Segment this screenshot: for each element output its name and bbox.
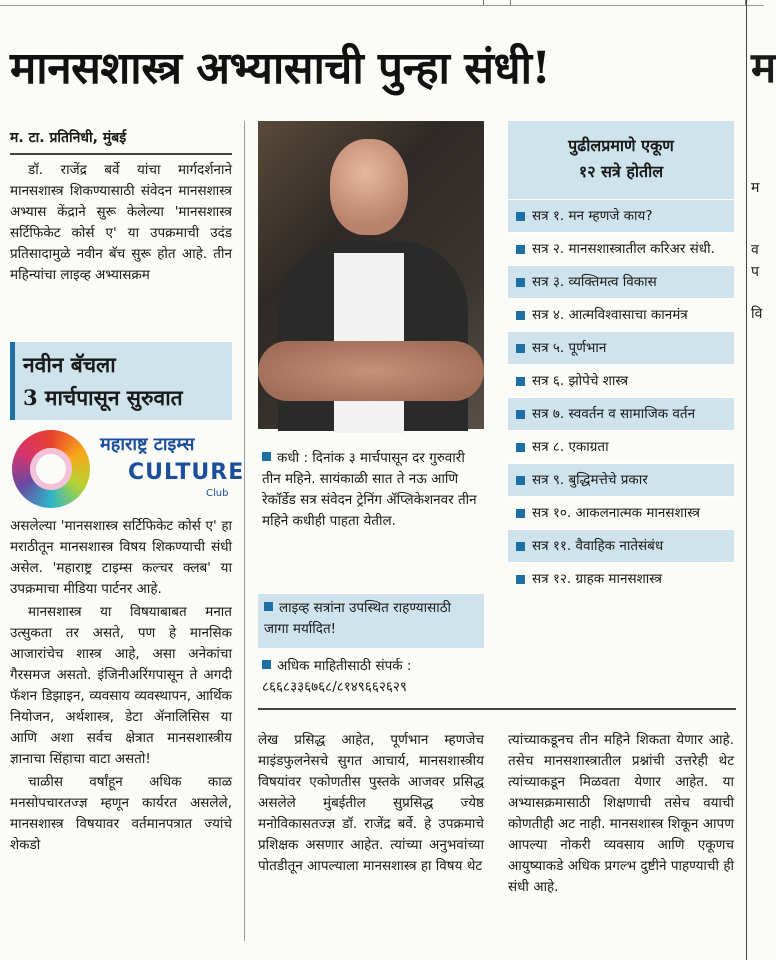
session-item: सत्र ६. झोपेचे शास्त्र <box>508 364 734 397</box>
info-limited: लाइव्ह सत्रांना उपस्थित राहण्यासाठी जागा मर्यादित! <box>258 594 484 648</box>
bullet-icon <box>516 542 525 551</box>
paragraph-trainer-start: चाळीस वर्षांहून अधिक काळ मनसोपचारतज्ज्ञ म्हणून कार्यरत असलेले, मानसशास्त्र विषयावर वर्तमानपत्रात ज्यांचे शेकडो <box>10 774 232 853</box>
bullet-icon <box>516 344 525 353</box>
session-item: सत्र १. मन म्हणजे काय? <box>508 199 734 232</box>
session-item: सत्र ९. बुद्धिमत्तेचे प्रकार <box>508 463 734 496</box>
bullet-icon <box>516 212 525 221</box>
column-divider-1 <box>244 121 245 941</box>
info-contact: अधिक माहितीसाठी संपर्क : ८६६८३३६७६८/८१४९६६२६२९ <box>262 658 412 695</box>
portrait-photo <box>258 121 484 429</box>
session-item: सत्र ११. वैवाहिक नातेसंबंध <box>508 529 734 562</box>
paragraph-course: असलेल्या 'मानसशास्त्र सर्टिफिकेट कोर्स ए' हा मराठीतून मानसशास्त्र विषय शिकण्याची संधी असेल. 'महाराष्ट्र टाइम्स कल्चर क्लब' या उपक्रमाचा मीडिया पार्टनर आहे. <box>10 518 232 597</box>
session-item: सत्र ४. आत्मविश्वासाचा कानमंत्र <box>508 298 734 331</box>
column-1-bottom <box>10 516 232 858</box>
headline: मानसशास्त्र अभ्यासाची पुन्हा संधी! <box>10 43 551 94</box>
adjacent-article-edge: म म व प वि <box>746 0 764 960</box>
mt-culture-club-logo: महाराष्ट्र टाइम्स CULTURE Club <box>10 426 232 512</box>
session-item: सत्र ३. व्यक्तिमत्व विकास <box>508 265 734 298</box>
session-item: सत्र ७. स्ववर्तन व सामाजिक वर्तन <box>508 397 734 430</box>
sessions-box <box>508 121 734 709</box>
bullet-icon <box>262 452 271 461</box>
bullet-icon <box>264 602 273 611</box>
bullet-icon <box>516 575 525 584</box>
column-3-text: त्यांच्याकडूनच तीन महिने शिकता येणार आहे. तसेच मानसशास्त्रातील प्रश्नांची उत्तरेही थेट त्यांच्याकडून मिळवता येणार आहेत. या अभ्यासक्रमासाठी शिक्षणाची तसेच वयाची कोणतीही अट नाही. मानसशास्त्र शिकून आपण आपल्या नोकरी व्यवसाय आणि एकूणच आयुष्याकडे अधिक प्रगल्भ दुष्टीने पाहण्याची ही संधी आहे. <box>508 732 734 895</box>
session-item: सत्र १०. आकलनात्मक मानसशास्त्र <box>508 496 734 529</box>
column-2-text: लेख प्रसिद्ध आहेत, पूर्णभान म्हणजेच माइंडफुलनेसचे सुगत आचार्य, मानसशास्त्रीय विषयांवर एकोणतीस पुस्तके आजवर प्रसिद्ध असलेले मुंबईतील सुप्रसिद्ध ज्येष्ठ मनोविकासतज्ज्ञ डॉ. राजेंद्र बर्वे. हे उपक्रमाचे प्रशिक्षक असणार आहेत. त्यांच्या अनुभवांच्या पोतडीतून आपल्याला मानसशास्त्र हा विषय थेट <box>258 732 484 874</box>
bullet-icon <box>516 245 525 254</box>
bullet-icon <box>516 509 525 518</box>
new-batch-line1: नवीन बॅचला <box>23 352 116 377</box>
new-batch-box <box>10 342 232 420</box>
session-item: सत्र २. मानसशास्त्रातील करिअर संधी. <box>508 232 734 265</box>
byline: म. टा. प्रतिनिधी, मुंबई <box>10 130 127 146</box>
new-batch-line2: 3 मार्चपासून सुरुवात <box>23 385 183 410</box>
bullet-icon <box>516 410 525 419</box>
bullet-icon <box>262 660 271 669</box>
paragraph-misconception: मानसशास्त्र या विषयाबाबत मनात उत्सुकता तर असते, पण हे मानसिक आजारांचेच शास्त्र आहे, असा अनेकांचा गैरसमज असतो. इंजिनीअरिंगपासून ते अगदी फॅशन डिझाइन, व्यवसाय व्यवस्थापन, आर्थिक नियोजन, अर्थशास्त्र, डेटा ॲनालिसिस या आणि अशा सर्वच क्षेत्रात मानसशास्त्रीय ज्ञानाचा सिंहाचा वाटा असतो! <box>10 604 232 767</box>
sessions-title: पुढीलप्रमाणे एकूण १२ सत्रे होतील <box>508 121 734 199</box>
bullet-icon <box>516 476 525 485</box>
byline-rule <box>10 153 232 155</box>
contact-numbers: ८६६८३३६७६८/८१४९६६२६२९ <box>262 679 407 695</box>
rose-logo-icon <box>12 430 90 508</box>
info-when: कधी : दिनांक ३ मार्चपासून दर गुरुवारी तीन महिने. सायंकाळी सात ते नऊ आणि रेकॉर्डेड सत्र संवेदन ट्रेनिंग ॲप्लिकेशनवर तीन महिने कधीही पाहता येतील. <box>262 450 477 529</box>
bullet-icon <box>516 311 525 320</box>
bullet-icon <box>516 377 525 386</box>
session-item: सत्र ५. पूर्णभान <box>508 331 734 364</box>
session-item: सत्र ८. एकाग्रता <box>508 430 734 463</box>
paragraph-intro: डॉ. राजेंद्र बर्वे यांचा मार्गदर्शनाने मानसशास्त्र शिकण्यासाठी संवेदन मानसशास्त्र अभ्यास केंद्राने सुरू केलेल्या 'मानसशास्त्र सर्टिफिकेट कोर्स ए' या उपक्रमाची उदंड प्रतिसादामुळे नवीन बॅच सुरू होत आहे. तीन महिन्यांचा लाइव्ह अभ्यासक्रम <box>10 162 232 283</box>
bullet-icon <box>516 278 525 287</box>
top-border <box>0 0 764 6</box>
bullet-icon <box>516 443 525 452</box>
column-1-top <box>10 160 232 288</box>
session-item: सत्र १२. ग्राहक मानसशास्त्र <box>508 562 734 595</box>
